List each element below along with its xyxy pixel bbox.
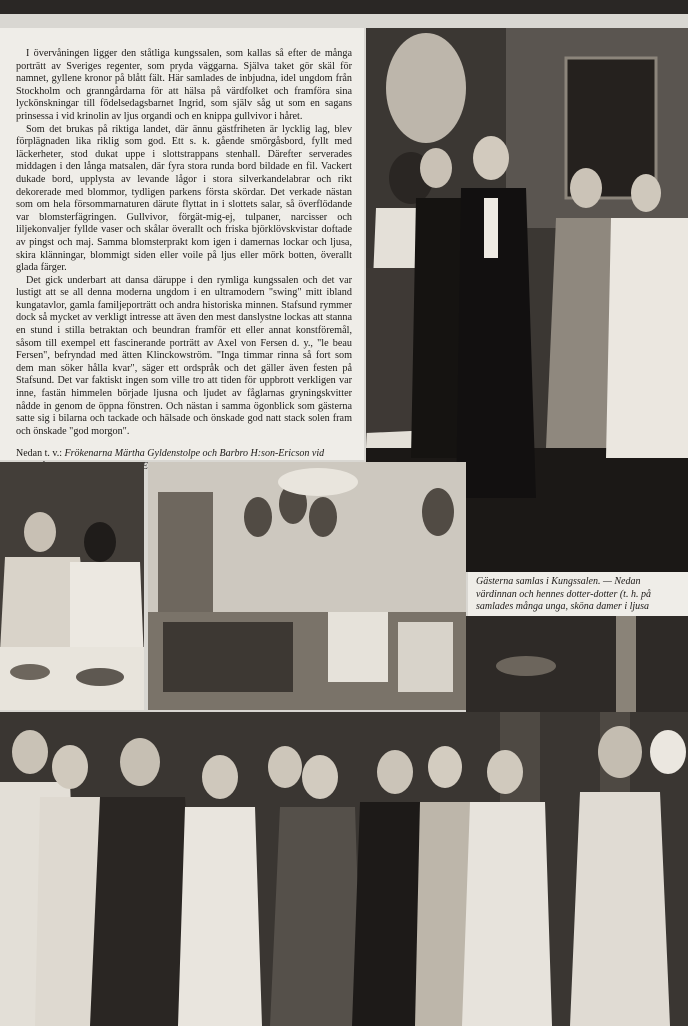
photo-unga-damer bbox=[0, 712, 688, 1026]
side-caption-line-1: Gästerna samlas i Kungssalen. — Nedan bbox=[476, 576, 641, 587]
side-caption-line-2: värdinnan och hennes dotter-dotter (t. h. på bbox=[476, 588, 651, 600]
article-paragraph-1: I övervåningen ligger den ståtliga kungssalen, som kallas så efter de många porträtt av Sveriges regenter, som pryda väggarna. Själva taket gör skäl för namnet, gyllene kronor på blått fält. Här samlades de inbjudna, idel ungdom från Stockholm och granngårdarna för att hälsa på värdfolket och framföra sina lyckönskningar till födelsedagsbarnet Ingrid, som själv såg ut som en sagans prinsessa i vid krinolin av ljus organdi och en knippa gullvivor i håret. bbox=[16, 48, 352, 122]
side-caption bbox=[468, 572, 688, 616]
photo-salongen bbox=[148, 462, 466, 710]
article-paragraph-2: Som det brukas på riktiga landet, där ännu gästfriheten är lycklig lag, blev förplägnaden lika riklig som god. Ett s. k. gående smörgåsbord, fyllt med läckerheter, stod dukat uppe i slottstrappans stenhall. Därefter serverades middagen i den långa matsalen, där fyra stora runda bord bildade en fil. Vackert dukade bord, upplysta av levande lågor i stora silverkandelabrar och rikt dekorerade med blommor, tydligen parkens första skördar. Det verkade nästan som om hela försommarnaturen därute flyttat in i slottets salar, så överflödande var blomsterfägringen. Gullvivor, förgät-mig-ej, tulpaner, narcisser och liljekonvaljer fyllde vaser och skålar överallt och friska björklövskvistar doftade av pingst och maj. Samma blomsterprakt kom igen i damernas lockar och ljusa, skira klänningar, blommigt siden eller voile på ljus eller mörk botten, överallt glada färger. bbox=[16, 123, 352, 274]
side-caption-line-3: samlades många unga, sköna damer i ljusa bbox=[476, 601, 650, 612]
caption-lead: Nedan t. v.: bbox=[16, 448, 65, 460]
photo-hall-interior bbox=[466, 616, 688, 712]
article-paragraph-3: Det gick underbart att dansa däruppe i den rymliga kungssalen och det var lustigt att se all denna moderna ungdom i en ultramodern "swing" mitt ibland kungatavlor, gamla familjeporträtt och andra historiska minnen. Stafsund rymmer dock så mycket av verkligt intresse att även den mest danslystne lockas att stanna en stund i stilla betraktan och beundran framför ett eller annat konstföremål, såsom till exempel ett fascinerande porträtt av Axel von Fersen d. y., "le beau Fersen", befryndad med ätten Klinckowström. "Inga timmar rinna så fort som dem man söker hålla kvar", säger ett ordspråk och det gäller även festen på Stafsund. Det var faktiskt ingen som ville tro att tiden för uppbrott verkligen var inne, fastän himmelen började ljusna och ljudet av fåglarnas gryningskvitter nådde in genom de öppna fönstren. Och nästan i samma ögonblick som gästerna satte sig i bilarna och tackade och hälsade och önskade god natt stack solen fram och önskade "god morgon". bbox=[16, 274, 352, 437]
photo-smorgasbord bbox=[0, 462, 144, 710]
article-text-column bbox=[0, 28, 364, 460]
caption-italic-1: Frökenarna Märtha Gyldenstolpe och Barbro H:son-Ericson vid bbox=[64, 448, 325, 460]
